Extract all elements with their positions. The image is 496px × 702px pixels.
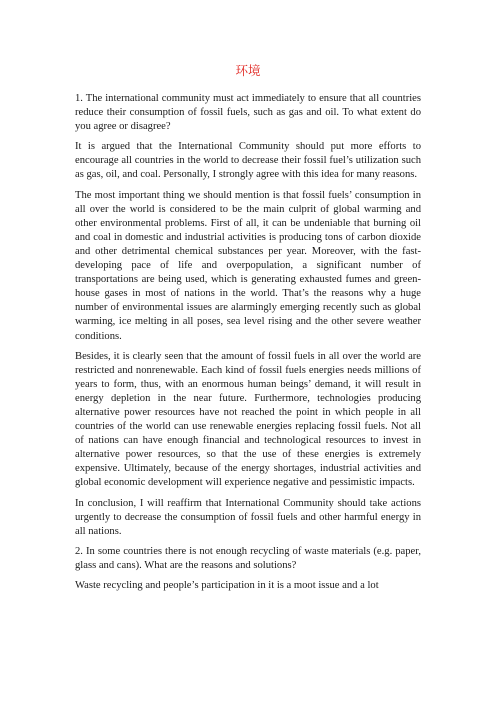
answer-2-paragraph: Waste recycling and people’s participation in it is a moot issue and a lot xyxy=(75,580,379,591)
document-page xyxy=(75,63,421,599)
question-1-paragraph: 1. The international community must act immediately to ensure that all countries reduce their consumption of fossil fuels, such as gas and oil. To what extent do you agree or disagree? xyxy=(75,93,421,133)
body-paragraph-2: Besides, it is clearly seen that the amount of fossil fuels in all over the world are restricted and nonrenewable. Each kind of fossil fuels energies needs millions of years to form, thus, with an enormous human beings’ demand, it will result in energy depletion in the near future. Furthermore, technologies producing alternative power resources have not reached the point in which people in all countries of the world can use renewable energies replacing fossil fuels. Not all of nations can have enough financial and technological resources to invest in alternative power resources, so that the use of these energies is extremely expensive. Ultimately, because of the energy shortages, industrial activities and global economic development will experience negative and pessimistic impacts. xyxy=(75,350,421,489)
question-2-paragraph: 2. In some countries there is not enough recycling of waste materials (e.g. paper, glass and cans). What are the reasons and solutions? xyxy=(75,545,421,571)
introduction-paragraph: It is argued that the International Community should put more efforts to encourage all countries in the world to decrease their fossil fuel’s utilization such as gas, oil, and coal. Personally, I strongly agree with this idea for many reasons. xyxy=(75,141,421,181)
document-title: 环境 xyxy=(235,63,261,78)
body-paragraph-1: The most important thing we should mention is that fossil fuels’ consumption in all over the world is considered to be the main culprit of global warming and other environmental problems. First of all, it can be undeniable that burning oil and coal in domestic and industrial activities is producing tons of carbon dioxide and other detrimental chemical substances per year. Moreover, with the fast-developing pace of life and overpopulation, a significant number of transportations are being used, which is generating exhausted fumes and green-house gases in most of nations in the world. That’s the reasons why a huge number of environmental issues are alarmingly emerging recently such as global warming, ice melting in all poses, sea level rising and the other severe weather conditions. xyxy=(75,189,421,342)
conclusion-paragraph: In conclusion, I will reaffirm that International Community should take actions urgently to decrease the consumption of fossil fuels and other harmful energy in all nations. xyxy=(75,497,421,537)
